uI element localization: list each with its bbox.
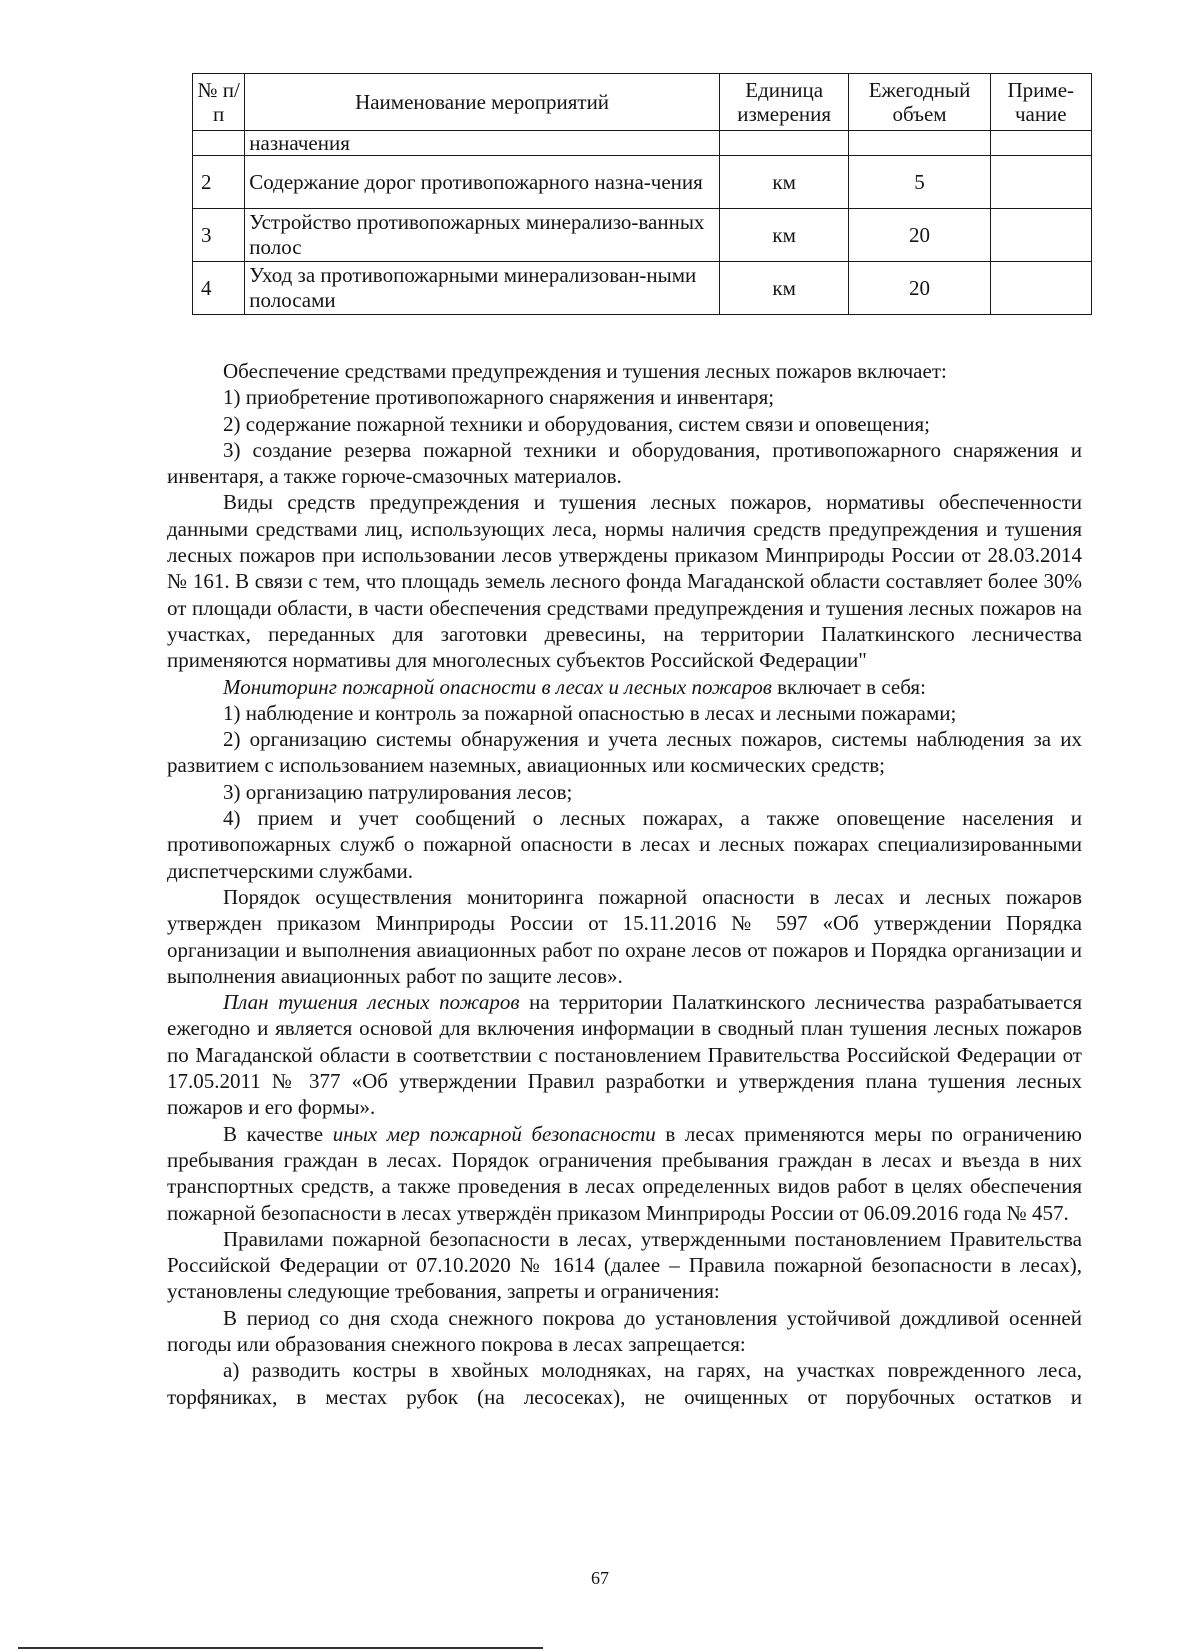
list-item: 2) организацию системы обнаружения и учета лесных пожаров, системы наблюдения за их развитием с использованием наземных, авиационных или космических средств; [167,727,1082,778]
cell-name: Уход за противопожарными минерализован-ными полосами [245,262,720,315]
paragraph-text: В качестве [223,1121,333,1146]
cell-num: 2 [193,156,245,209]
page-number: 67 [591,1568,609,1588]
cell-volume: 20 [849,262,990,315]
cell-note [990,131,1091,156]
italic-term: План тушения лесных пожаров [223,990,520,1015]
cell-volume: 5 [849,156,990,209]
cell-unit: км [719,262,849,315]
table-row [193,209,1092,262]
cell-volume [849,131,990,156]
cell-note [990,209,1091,262]
list-item: 3) организацию патрулирования лесов; [223,779,573,804]
cell-volume: 20 [849,209,990,262]
list-item: 2) содержание пожарной техники и оборудования, систем связи и оповещения; [223,411,930,436]
header-name: Наименование мероприятий [245,74,720,131]
header-num: № п/п [193,74,245,131]
list-item: а) разводить костры в хвойных молодняках, на гарях, на участках поврежденного леса, торфяниках, в местах рубок (на лесосеках), не очищенных от порубочных остатков и [167,1358,1082,1409]
table-header-row [193,74,1092,131]
list-item: 1) наблюдение и контроль за пожарной опасностью в лесах и лесными пожарами; [223,700,957,725]
cell-note [990,156,1091,209]
paragraph: Порядок осуществления мониторинга пожарной опасности в лесах и лесных пожаров утвержден приказом Минприроды России от 15.11.2016 № 597 «Об утверждении Порядка организации и выполнения авиационных работ по охране лесов от пожаров и Порядка организации и выполнения авиационных работ по защите лесов». [167,884,1082,988]
paragraph: Обеспечение средствами предупреждения и тушения лесных пожаров включает: [223,359,947,383]
list-item: 1) приобретение противопожарного снаряжения и инвентаря; [223,385,775,410]
list-item: 4) прием и учет сообщений о лесных пожарах, а также оповещение населения и противопожарных служб о пожарной опасности в лесах и лесных пожарах специализированными диспетчерскими службами. [167,806,1082,883]
paragraph [167,1121,1082,1226]
paragraph: В период со дня схода снежного покрова до установления устойчивой дождливой осенней погоды или образования снежного покрова в лесах запрещается: [167,1305,1082,1356]
header-unit: Единица измерения [719,74,849,131]
paragraph: Виды средств предупреждения и тушения лесных пожаров, нормативы обеспеченности данными средствами лиц, использующих леса, нормы наличия средств предупреждения и тушения лесных пожаров при использовании лесов утверждены приказом Минприроды России от 28.03.2014 № 161. В связи с тем, что площадь земель лесного фонда Магаданской области составляет более 30% от площади области, в части обеспечения средствами предупреждения и тушения лесных пожаров на участках, переданных для заготовки древесины, на территории Палаткинского лесничества применяются нормативы для многолесных субъектов Российской Федерации" [167,490,1082,673]
list-item: 3) создание резерва пожарной техники и оборудования, противопожарного снаряжения и инвентаря, а также горюче-смазочных материалов. [167,437,1082,489]
cell-unit: км [719,209,849,262]
paragraph [167,989,1082,1120]
footer-divider [18,1647,543,1649]
cell-num: 3 [193,209,245,262]
table-row [193,156,1092,209]
cell-unit [719,131,849,156]
cell-note [990,262,1091,315]
paragraph [167,674,1082,700]
cell-name: Устройство противопожарных минерализо-ванных полос [245,209,720,262]
cell-num [193,131,245,156]
italic-term: иных мер пожарной безопасности [332,1121,656,1146]
paragraph-text: на территории Палаткинского лесничества разрабатывается ежегодно и является основой для включения информации в сводный план тушения лесных пожаров по Магаданской области в соответствии с постановлением Правительства Российской Федерации от 17.05.2011 № 377 «Об утверждении Правил разработки и утверждения плана тушения лесных пожаров и его формы». [167,990,1082,1120]
cell-name: назначения [245,131,720,156]
paragraph: Правилами пожарной безопасности в лесах, утвержденными постановлением Правительства Российской Федерации от 07.10.2020 № 1614 (далее – Правила пожарной безопасности в лесах), установлены следующие требования, запреты и ограничения: [167,1226,1082,1304]
paragraph-text: в лесах применяются меры по ограничению пребывания граждан в лесах. Порядок ограничения пребывания граждан в лесах и въезда в них транспортных средств, а также проведения в лесах определенных видов работ в целях обеспечения пожарной безопасности в лесах утверждён приказом Минприроды России от 06.09.2016 года № 457. [167,1121,1082,1225]
table-row [193,131,1092,156]
italic-term: Мониторинг пожарной опасности в лесах и лесных пожаров [223,674,772,699]
measures-table [192,73,1092,315]
cell-unit: км [719,156,849,209]
table-row [193,262,1092,315]
cell-name: Содержание дорог противопожарного назна-чения [245,156,720,209]
paragraph-text: включает в себя: [771,674,926,699]
body-text [167,358,1082,1410]
header-note: Приме-чание [990,74,1091,131]
header-volume: Ежегодный объем [849,74,990,131]
cell-num: 4 [193,262,245,315]
